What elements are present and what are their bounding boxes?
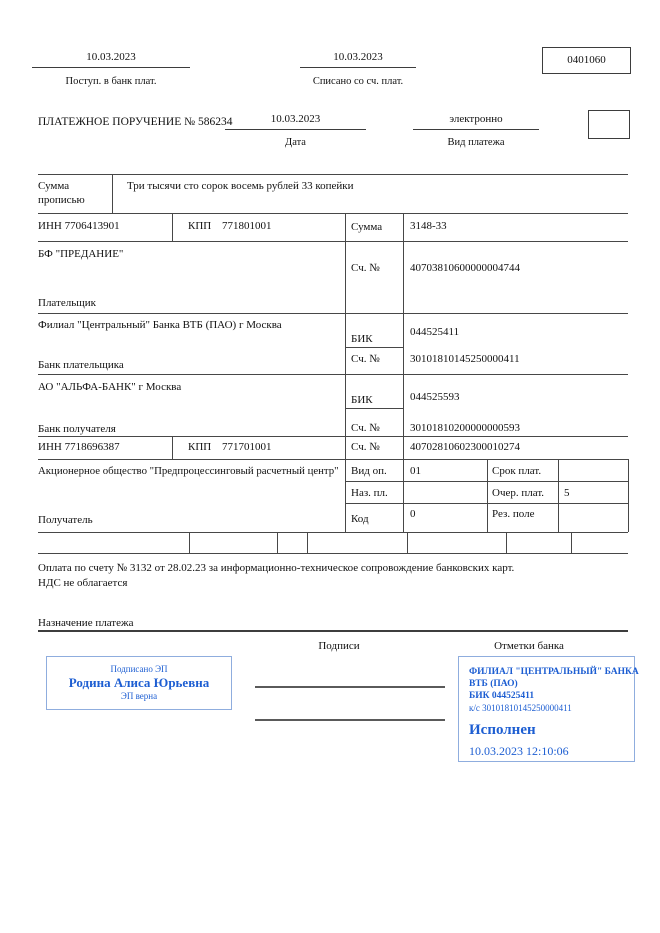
esignature-stamp-line1: Подписано ЭП — [110, 664, 168, 674]
grid-line — [38, 241, 628, 242]
payee-bank-account-value: 30101810200000000593 — [410, 422, 520, 434]
budget-row-divider — [506, 532, 507, 553]
payer-account-label: Сч. № — [351, 262, 380, 274]
amount-words-label-1: Сумма — [38, 180, 70, 192]
grid-line-top — [38, 174, 628, 175]
budget-row-divider — [277, 532, 278, 553]
payer-label: Плательщик — [38, 297, 96, 309]
label-column-line — [345, 213, 346, 532]
bank-marks-heading: Отметки банка — [494, 640, 564, 652]
document-title: ПЛАТЕЖНОЕ ПОРУЧЕНИЕ № 586234 — [38, 116, 233, 128]
payer-bank-name: Филиал "Центральный" Банка ВТБ (ПАО) г Москва — [38, 319, 282, 331]
amount-in-words: Три тысячи сто сорок восемь рублей 33 копейки — [127, 180, 354, 192]
payee-kpp-divider — [172, 436, 173, 459]
payer-bank-label: Банк плательщика — [38, 359, 124, 371]
payee-account-value: 40702810602300010274 — [410, 441, 520, 453]
payee-label: Получатель — [38, 514, 93, 526]
payee-bank-label: Банк получателя — [38, 423, 116, 435]
debited-from-account-date: 10.03.2023 — [300, 51, 416, 68]
payment-kind-label: Вид платежа — [447, 137, 505, 148]
signature-line-1 — [255, 686, 445, 688]
budget-row-divider — [571, 532, 572, 553]
grid-line — [38, 374, 628, 375]
grid-line-bottom — [38, 553, 628, 554]
grid-line — [38, 459, 628, 460]
esignature-stamp — [46, 656, 232, 710]
signature-line-2 — [255, 719, 445, 721]
bank-stamp-line1: ФИЛИАЛ "ЦЕНТРАЛЬНЫЙ" БАНКА — [469, 667, 639, 677]
date-label: Дата — [285, 137, 306, 148]
payee-name: Акционерное общество "Предпроцессинговый расчетный центр" — [38, 465, 339, 477]
payment-kind-value: электронно — [413, 113, 539, 130]
amount-words-label-2: прописью — [38, 194, 85, 206]
received-in-bank-label: Поступ. в банк плат. — [65, 76, 157, 87]
payer-kpp-value: 771801001 — [222, 220, 272, 232]
code-label: Код — [351, 513, 369, 525]
second-value-column-line — [558, 459, 559, 532]
received-in-bank-date: 10.03.2023 — [32, 51, 190, 68]
bank-stamp-datetime: 10.03.2023 12:10:06 — [469, 744, 569, 758]
purpose-text-line2: НДС не облагается — [38, 577, 128, 589]
payer-name: БФ "ПРЕДАНИЕ" — [38, 248, 124, 260]
debited-from-account-label: Списано со сч. плат. — [312, 76, 404, 87]
payer-inn: ИНН 7706413901 — [38, 220, 120, 232]
reserve-field-label: Рез. поле — [492, 508, 535, 520]
budget-row-divider — [407, 532, 408, 553]
op-kind-value: 01 — [410, 465, 421, 477]
esignature-stamp-line3: ЭП верна — [120, 691, 158, 701]
priority-value: 5 — [564, 487, 570, 499]
payer-bank-account-label: Сч. № — [351, 353, 380, 365]
document-date: 10.03.2023 — [225, 113, 366, 130]
bank-stamp-line2: ВТБ (ПАО) — [469, 679, 518, 689]
payee-kpp-label: КПП — [188, 441, 212, 453]
code-value: 0 — [410, 508, 416, 520]
bik-sub-line-payee-bank — [345, 408, 403, 409]
payee-account-label: Сч. № — [351, 441, 380, 453]
payer-kpp-label: КПП — [188, 220, 212, 232]
purpose-text-line1: Оплата по счету № 3132 от 28.02.23 за информационно-техническое сопровождение банковских карт. — [38, 562, 515, 574]
payee-bank-bik-value: 044525593 — [410, 391, 460, 403]
payer-bank-account-value: 30101810145250000411 — [410, 353, 520, 365]
payer-kpp-divider — [172, 213, 173, 241]
grid-line — [38, 532, 628, 533]
sum-label: Сумма — [351, 221, 383, 233]
payee-bank-name: АО "АЛЬФА-БАНК" г Москва — [38, 381, 182, 393]
sum-words-divider — [112, 174, 113, 213]
grid-line — [38, 436, 628, 437]
payee-inn: ИНН 7718696387 — [38, 441, 120, 453]
payee-bank-bik-label: БИК — [351, 394, 373, 406]
payee-bank-account-label: Сч. № — [351, 422, 380, 434]
budget-row-divider — [189, 532, 190, 553]
value-column-line — [403, 213, 404, 532]
payer-bank-bik-value: 044525411 — [410, 326, 460, 338]
payer-bank-bik-label: БИК — [351, 333, 373, 345]
op-kind-label: Вид оп. — [351, 465, 387, 477]
budget-row-divider — [307, 532, 308, 553]
sum-value: 3148-33 — [410, 220, 447, 232]
payer-account-value: 40703810600000004744 — [410, 262, 520, 274]
form-code: 0401060 — [567, 54, 606, 66]
bank-stamp-line4: к/с 30101810145250000411 — [469, 703, 572, 713]
priority-label: Очер. плат. — [492, 487, 545, 499]
signatures-heading: Подписи — [318, 640, 360, 652]
payee-kpp-value: 771701001 — [222, 441, 272, 453]
bik-sub-line-payer-bank — [345, 347, 403, 348]
purpose-label: Назначение платежа — [38, 617, 134, 629]
bank-stamp-line3: БИК 044525411 — [469, 691, 535, 701]
grid-line — [38, 213, 628, 214]
second-label-column-line — [487, 459, 488, 532]
pay-term-label: Срок плат. — [492, 465, 542, 477]
right-edge-line — [628, 459, 629, 532]
status-field-box — [588, 110, 630, 139]
bank-stamp-status: Исполнен — [469, 722, 536, 738]
bank-stamp — [458, 656, 639, 762]
esignature-stamp-name: Родина Алиса Юрьевна — [68, 675, 210, 690]
form-code-box — [542, 47, 631, 74]
purpose-rule — [38, 630, 628, 632]
purpose-code-label: Наз. пл. — [351, 487, 388, 499]
grid-line — [38, 313, 628, 314]
